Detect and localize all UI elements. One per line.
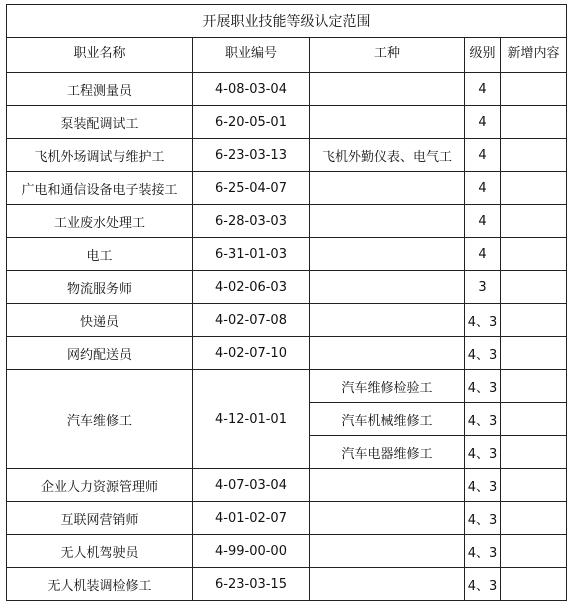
work-type-cell [310,271,465,304]
occupation-name-cell: 飞机外场调试与维护工 [7,139,193,172]
table-row-auto-repair [7,370,567,403]
new-content-cell [501,73,567,106]
work-type-cell [310,205,465,238]
level-cell: 4、3 [465,403,501,436]
level-cell: 4 [465,73,501,106]
work-type-cell: 汽车维修检验工 [310,370,465,403]
work-type-cell [310,502,465,535]
table-row [7,337,567,370]
level-cell: 4 [465,238,501,271]
header-occupation-name: 职业名称 [7,38,193,73]
work-type-cell [310,535,465,568]
table-row [7,238,567,271]
work-type-cell [310,469,465,502]
occupation-name-cell: 物流服务师 [7,271,193,304]
new-content-cell [501,535,567,568]
level-cell: 4 [465,139,501,172]
new-content-cell [501,502,567,535]
occupation-code-cell: 4-07-03-04 [193,469,310,502]
certification-scope-document [6,4,567,601]
header-level: 级别 [465,38,501,73]
work-type-cell [310,238,465,271]
table-row [7,469,567,502]
level-cell: 4、3 [465,304,501,337]
new-content-cell [501,469,567,502]
occupation-code-cell: 6-25-04-07 [193,172,310,205]
occupation-name-cell: 企业人力资源管理师 [7,469,193,502]
level-cell: 4 [465,172,501,205]
table-row [7,139,567,172]
occupation-code-cell: 4-01-02-07 [193,502,310,535]
level-cell: 3 [465,271,501,304]
new-content-cell [501,205,567,238]
new-content-cell [501,238,567,271]
certification-scope-table [6,4,567,601]
header-occupation-code: 职业编号 [193,38,310,73]
work-type-cell [310,172,465,205]
work-type-cell [310,337,465,370]
level-cell: 4、3 [465,568,501,601]
new-content-cell [501,106,567,139]
new-content-cell [501,271,567,304]
table-row [7,535,567,568]
new-content-cell [501,337,567,370]
occupation-code-cell: 6-23-03-15 [193,568,310,601]
level-cell: 4 [465,205,501,238]
header-new-content: 新增内容 [501,38,567,73]
new-content-cell [501,139,567,172]
occupation-code-cell: 4-02-07-08 [193,304,310,337]
table-row [7,271,567,304]
table-row [7,73,567,106]
new-content-cell [501,370,567,403]
occupation-code-cell: 6-31-01-03 [193,238,310,271]
table-row [7,568,567,601]
occupation-name-cell: 无人机驾驶员 [7,535,193,568]
level-cell: 4 [465,106,501,139]
occupation-name-cell: 互联网营销师 [7,502,193,535]
new-content-cell [501,304,567,337]
new-content-cell [501,568,567,601]
level-cell: 4、3 [465,469,501,502]
table-row [7,205,567,238]
occupation-name-cell: 无人机装调检修工 [7,568,193,601]
new-content-cell [501,436,567,469]
table-row [7,502,567,535]
occupation-name-cell: 广电和通信设备电子装接工 [7,172,193,205]
work-type-cell [310,106,465,139]
work-type-cell [310,568,465,601]
occupation-code-cell: 4-12-01-01 [193,370,310,469]
level-cell: 4、3 [465,337,501,370]
occupation-name-cell: 汽车维修工 [7,370,193,469]
work-type-cell [310,304,465,337]
occupation-code-cell: 6-20-05-01 [193,106,310,139]
level-cell: 4、3 [465,535,501,568]
level-cell: 4、3 [465,436,501,469]
work-type-cell: 汽车电器维修工 [310,436,465,469]
work-type-cell: 飞机外勤仪表、电气工 [310,139,465,172]
occupation-code-cell: 4-02-06-03 [193,271,310,304]
occupation-name-cell: 网约配送员 [7,337,193,370]
occupation-code-cell: 4-99-00-00 [193,535,310,568]
occupation-code-cell: 4-08-03-04 [193,73,310,106]
occupation-name-cell: 工程测量员 [7,73,193,106]
table-row [7,106,567,139]
occupation-name-cell: 泵装配调试工 [7,106,193,139]
occupation-name-cell: 快递员 [7,304,193,337]
work-type-cell [310,73,465,106]
header-work-type: 工种 [310,38,465,73]
table-title: 开展职业技能等级认定范围 [7,5,567,38]
table-row [7,172,567,205]
occupation-code-cell: 6-28-03-03 [193,205,310,238]
occupation-name-cell: 工业废水处理工 [7,205,193,238]
new-content-cell [501,403,567,436]
occupation-name-cell: 电工 [7,238,193,271]
occupation-code-cell: 6-23-03-13 [193,139,310,172]
occupation-code-cell: 4-02-07-10 [193,337,310,370]
level-cell: 4、3 [465,370,501,403]
work-type-cell: 汽车机械维修工 [310,403,465,436]
table-row [7,304,567,337]
new-content-cell [501,172,567,205]
level-cell: 4、3 [465,502,501,535]
